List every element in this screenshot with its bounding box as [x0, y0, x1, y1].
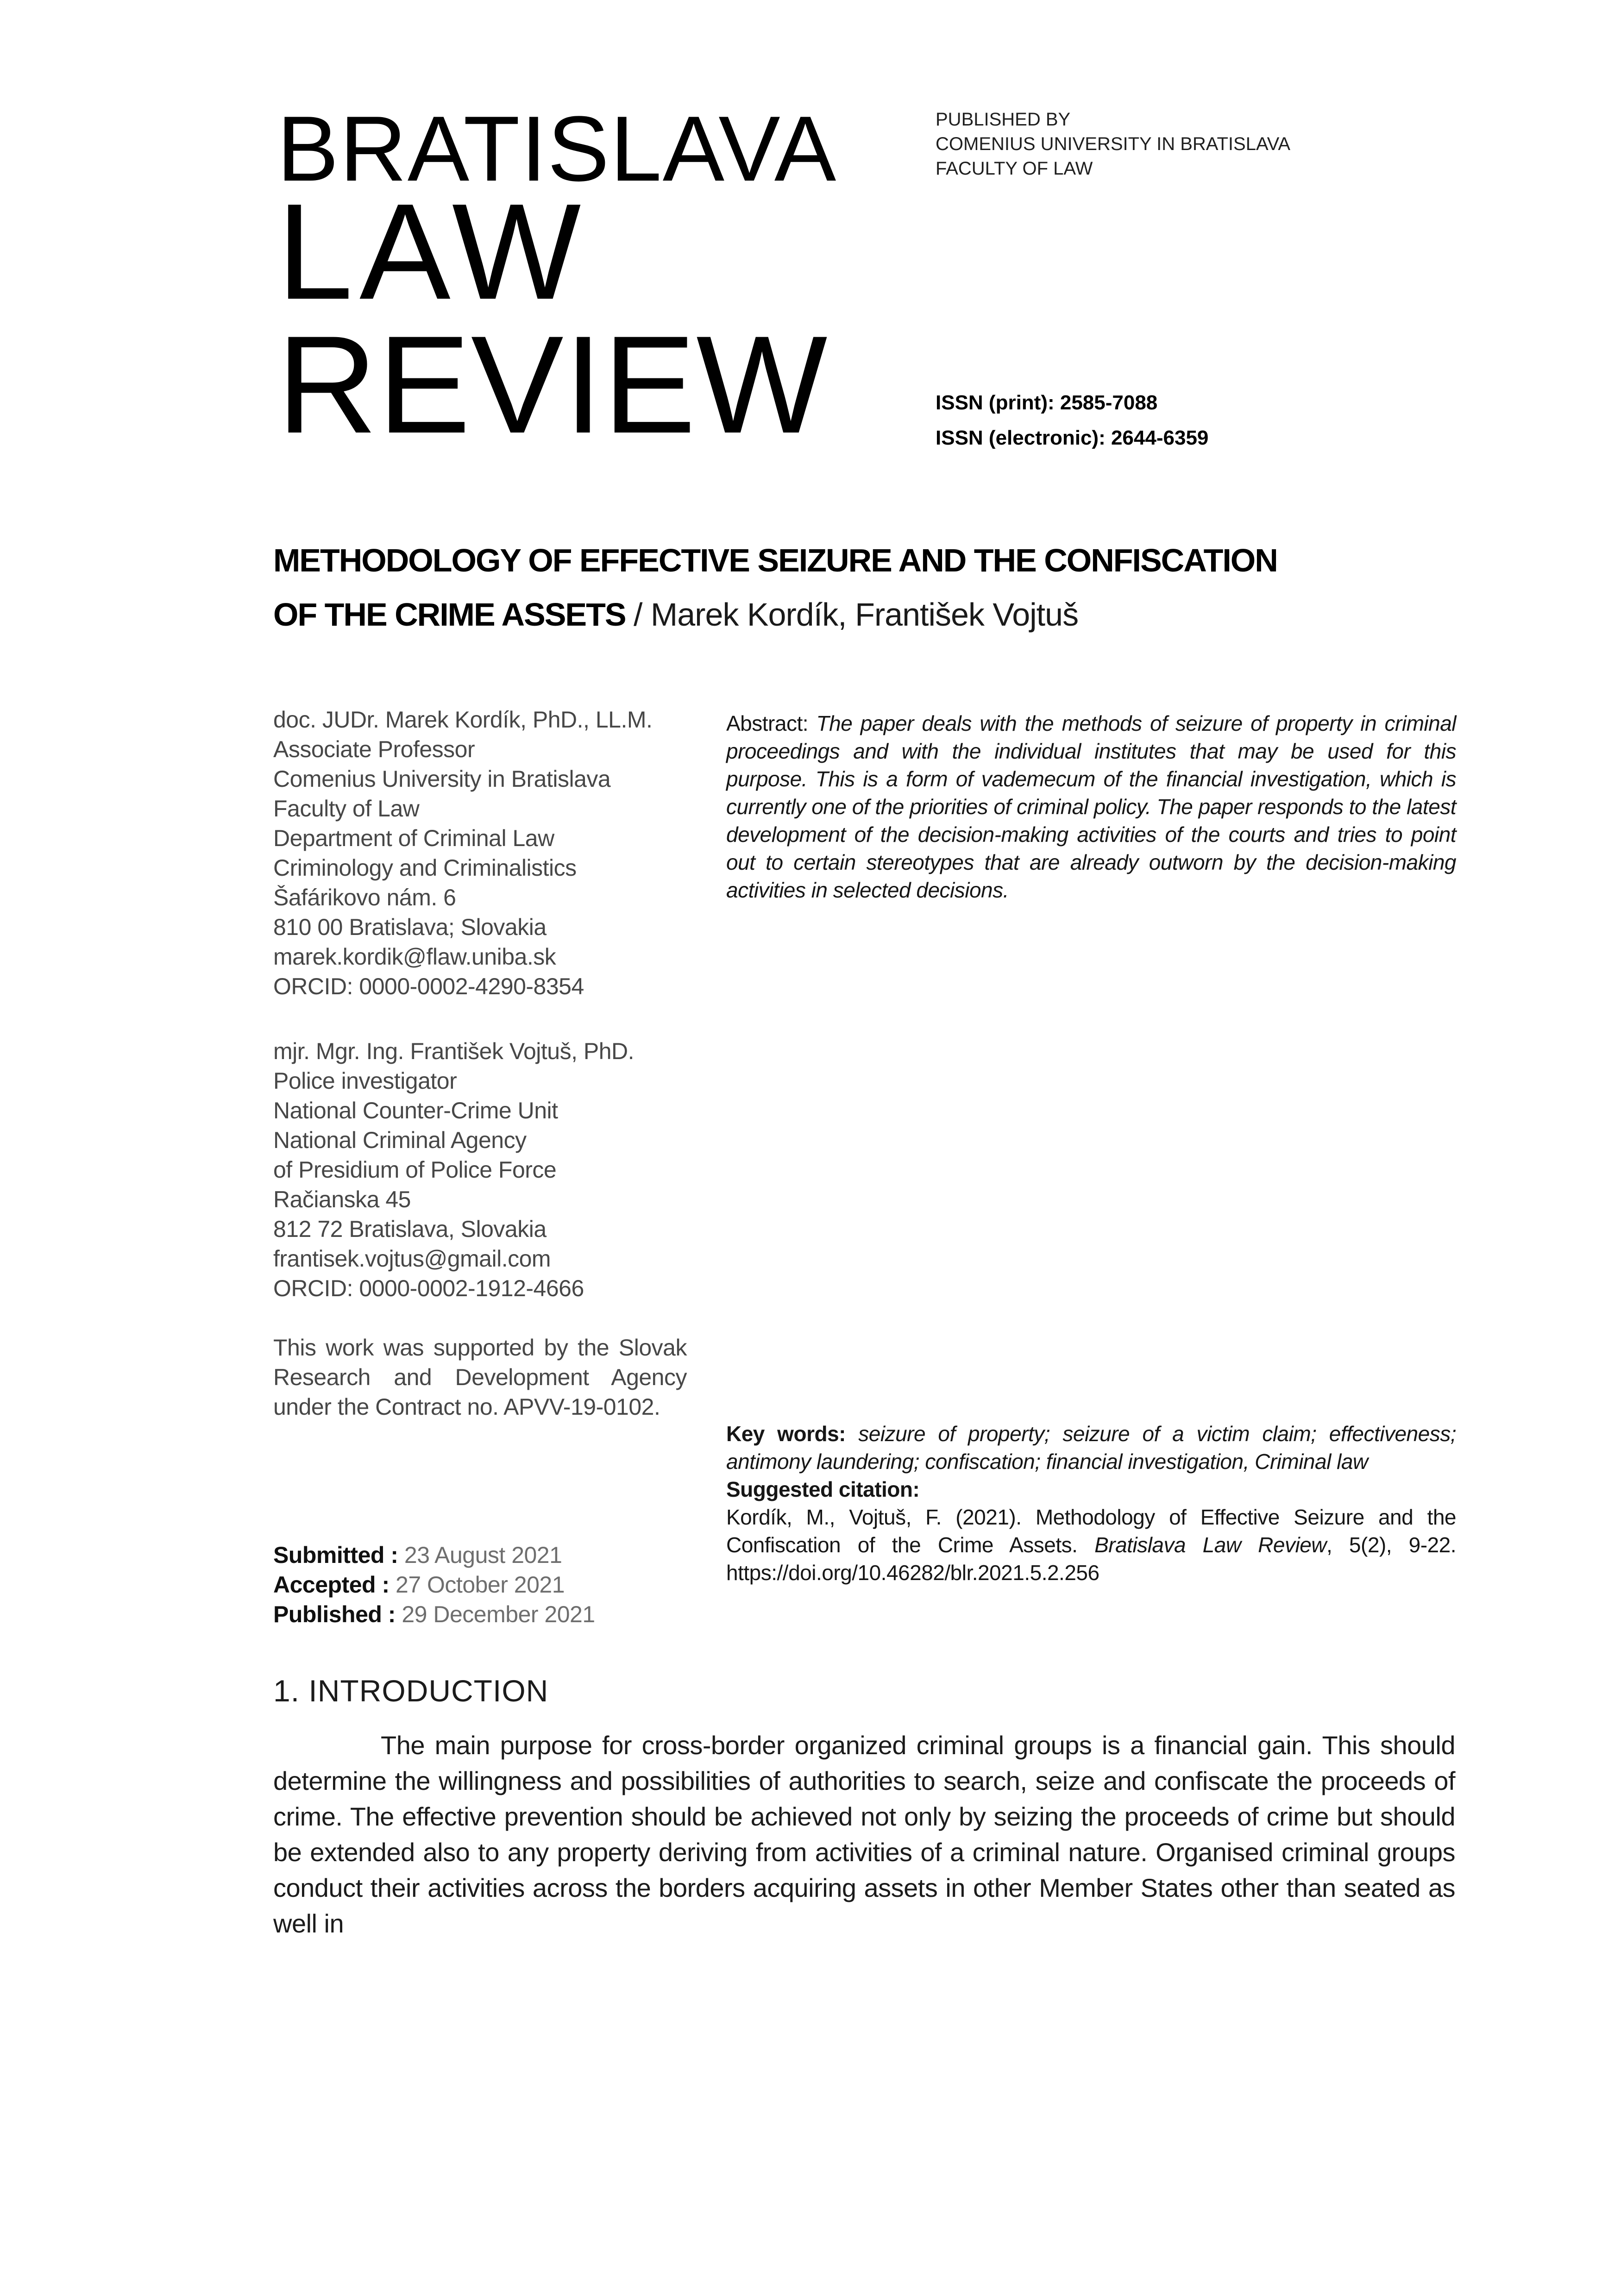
intro-heading: 1. INTRODUCTION [273, 1674, 549, 1708]
author-1-position: Associate Professor [273, 736, 475, 762]
author-1-city: 810 00 Bratislava; Slovakia [273, 914, 547, 940]
publisher-line-2: COMENIUS UNIVERSITY IN BRATISLAVA [936, 134, 1291, 154]
submitted-label: Submitted : [273, 1542, 398, 1568]
author-info-2 [273, 1036, 690, 1303]
keywords-label: Key words: [726, 1422, 846, 1446]
publisher-line-1: PUBLISHED BY [936, 109, 1071, 130]
citation [726, 1503, 1456, 1587]
logo-line-law: LAW [277, 175, 588, 328]
author-2-position: Police investigator [273, 1068, 457, 1094]
issn-print: ISSN (print): 2585-7088 [936, 391, 1158, 414]
accepted-label: Accepted : [273, 1572, 390, 1598]
title-line-2-main: OF THE CRIME ASSETS [273, 596, 626, 633]
author-2-agency: National Criminal Agency [273, 1127, 527, 1153]
author-1-faculty: Faculty of Law [273, 796, 420, 822]
author-1-university: Comenius University in Bratislava [273, 766, 611, 792]
logo-line-review: REVIEW [277, 307, 828, 462]
publisher-line-3: FACULTY OF LAW [936, 158, 1093, 179]
citation-text-before: Kordík, M., Vojtuš, F. (2021). Methodology of Effective Seizure and the Confiscation of the Crime Assets. [726, 1505, 1456, 1557]
author-2-city: 812 72 Bratislava, Slovakia [273, 1216, 547, 1242]
submitted-value: 23 August 2021 [404, 1542, 562, 1568]
author-2-street: Račianska 45 [273, 1186, 411, 1212]
accepted-row [273, 1570, 690, 1600]
published-row [273, 1600, 690, 1629]
keywords-text: seizure of property; seizure of a victim claim; effectiveness; antimony laundering; confiscation; financial investigation, Criminal law [726, 1422, 1457, 1474]
funding-note: This work was supported by the Slovak Research and Development Agency under the Contract no. APVV-19-0102. [273, 1335, 687, 1420]
author-1-department: Department of Criminal Law [273, 825, 554, 851]
author-2-email[interactable]: frantisek.vojtus@gmail.com [273, 1246, 551, 1272]
title-line-2 [273, 588, 1277, 642]
author-1-orcid: ORCID: 0000-0002-4290-8354 [273, 973, 584, 999]
author-1-email[interactable]: marek.kordik@flaw.uniba.sk [273, 944, 556, 970]
accepted-value: 27 October 2021 [396, 1572, 565, 1598]
author-info-1 [273, 705, 690, 1001]
author-2-agency-2: of Presidium of Police Force [273, 1157, 557, 1183]
author-1-street: Šafárikovo nám. 6 [273, 885, 456, 910]
abstract [726, 709, 1456, 904]
submitted-row [273, 1540, 690, 1570]
abstract-label: Abstract: [726, 711, 809, 735]
publisher-info [936, 107, 1290, 181]
issn-block [936, 385, 1208, 456]
title-authors: / Marek Kordík, František Vojtuš [634, 596, 1079, 633]
published-label: Published : [273, 1601, 396, 1627]
citation-journal: Bratislava Law Review [1094, 1533, 1327, 1557]
issn-electronic: ISSN (electronic): 2644-6359 [936, 427, 1209, 449]
keywords [726, 1420, 1456, 1475]
abstract-text: The paper deals with the methods of seizure of property in criminal proceedings and with the individual institutes that may be used for this purpose. This is a form of vademecum of the financial investigation, which is currently one of the priorities of criminal policy. The paper responds to the latest development of the decision-making activities of the courts and tries to point out to certain stereotypes that are already outworn by the decision-making activities in selected decisions. [726, 711, 1456, 902]
author-1-name: doc. JUDr. Marek Kordík, PhD., LL.M. [273, 707, 653, 733]
author-1-department-2: Criminology and Criminalistics [273, 855, 577, 881]
logo-line-bratislava: BRATISLAVA [277, 97, 837, 201]
submission-dates [273, 1540, 690, 1629]
citation-text-after: , 5(2), 9-22. [1326, 1533, 1456, 1557]
author-2-orcid: ORCID: 0000-0002-1912-4666 [273, 1275, 584, 1301]
title-line-1: METHODOLOGY OF EFFECTIVE SEIZURE AND THE CONFISCATION [273, 542, 1277, 578]
keywords-and-citation [726, 1420, 1456, 1587]
article-title [273, 533, 1277, 642]
suggested-citation-label: Suggested citation: [726, 1477, 920, 1501]
author-2-name: mjr. Mgr. Ing. František Vojtuš, PhD. [273, 1038, 635, 1064]
published-value: 29 December 2021 [402, 1601, 595, 1627]
intro-paragraph: The main purpose for cross-border organized criminal groups is a financial gain. This should determine the willingness and possibilities of authorities to search, seize and confiscate the proceeds of crime. The effective prevention should be achieved not only by seizing the proceeds of crime but should be extended also to any property deriving from activities of a criminal nature. Organised criminal groups conduct their activities across the borders acquiring assets in other Member States other than seated as well in [273, 1731, 1455, 1938]
citation-doi-link[interactable]: https://doi.org/10.46282/blr.2021.5.2.256 [726, 1561, 1100, 1585]
author-2-unit: National Counter-Crime Unit [273, 1098, 558, 1123]
